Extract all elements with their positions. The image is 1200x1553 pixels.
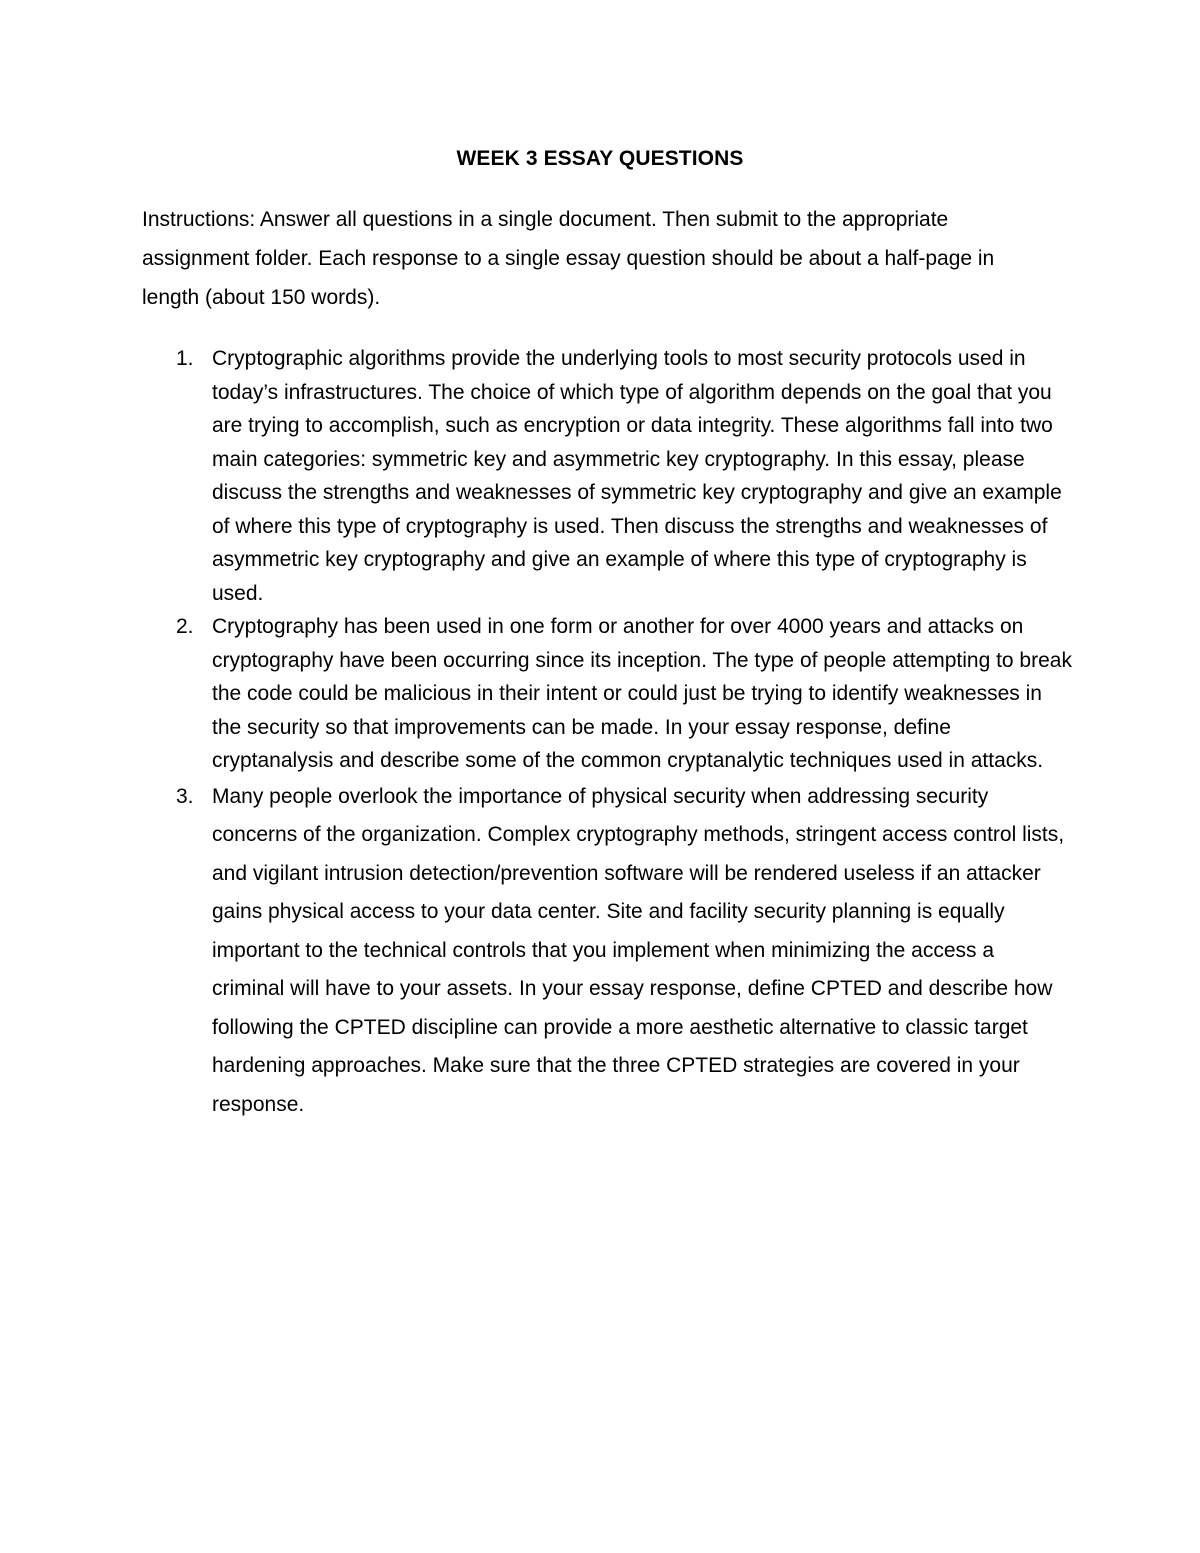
question-text: Cryptography has been used in one form or another for over 4000 years and attacks on cryptography have been occurring since its inception. The type of people attempting to break the code could be malicious in their intent or could just be trying to identify weaknesses in the security so that improvements can be made. In your essay response, define cryptanalysis and describe some of the common cryptanalytic techniques used in attacks. (212, 615, 1072, 772)
instructions-paragraph: Instructions: Answer all questions in a single document. Then submit to the appropriate assignment folder. Each response to a single essay question should be about a half-page in length (about 150 words). (142, 208, 995, 309)
document-title: WEEK 3 ESSAY QUESTIONS (456, 147, 744, 170)
question-number: 1. (176, 347, 194, 370)
question-text: Cryptographic algorithms provide the underlying tools to most security protocols used in today’s infrastructures. The choice of which type of algorithm depends on the goal that you are trying to accomplish, such as encryption or data integrity. These algorithms fall into two main categories: symmetric key and asymmetric key cryptography. In this essay, please discuss the strengths and weaknesses of symmetric key cryptography and give an example of where this type of cryptography is used. Then discuss the strengths and weaknesses of asymmetric key cryptography and give an example of where this type of cryptography is used. (212, 347, 1062, 605)
question-item-3 (0, 778, 1072, 1125)
question-number: 2. (176, 615, 194, 638)
question-item-2 (0, 610, 1072, 778)
question-list (0, 342, 1200, 1124)
question-number: 3. (176, 784, 194, 808)
question-text: Many people overlook the importance of physical security when addressing security concerns of the organization. Complex cryptography methods, stringent access control lists, and vigilant intrusion detection/prevention software will be rendered useless if an attacker gains physical access to your data center. Site and facility security planning is equally important to the technical controls that you implement when minimizing the access a criminal will have to your assets. In your essay response, define CPTED and describe how following the CPTED discipline can provide a more aesthetic alternative to classic target hardening approaches. Make sure that the three CPTED strategies are covered in your response. (212, 784, 1065, 1116)
question-item-1 (0, 342, 1072, 610)
